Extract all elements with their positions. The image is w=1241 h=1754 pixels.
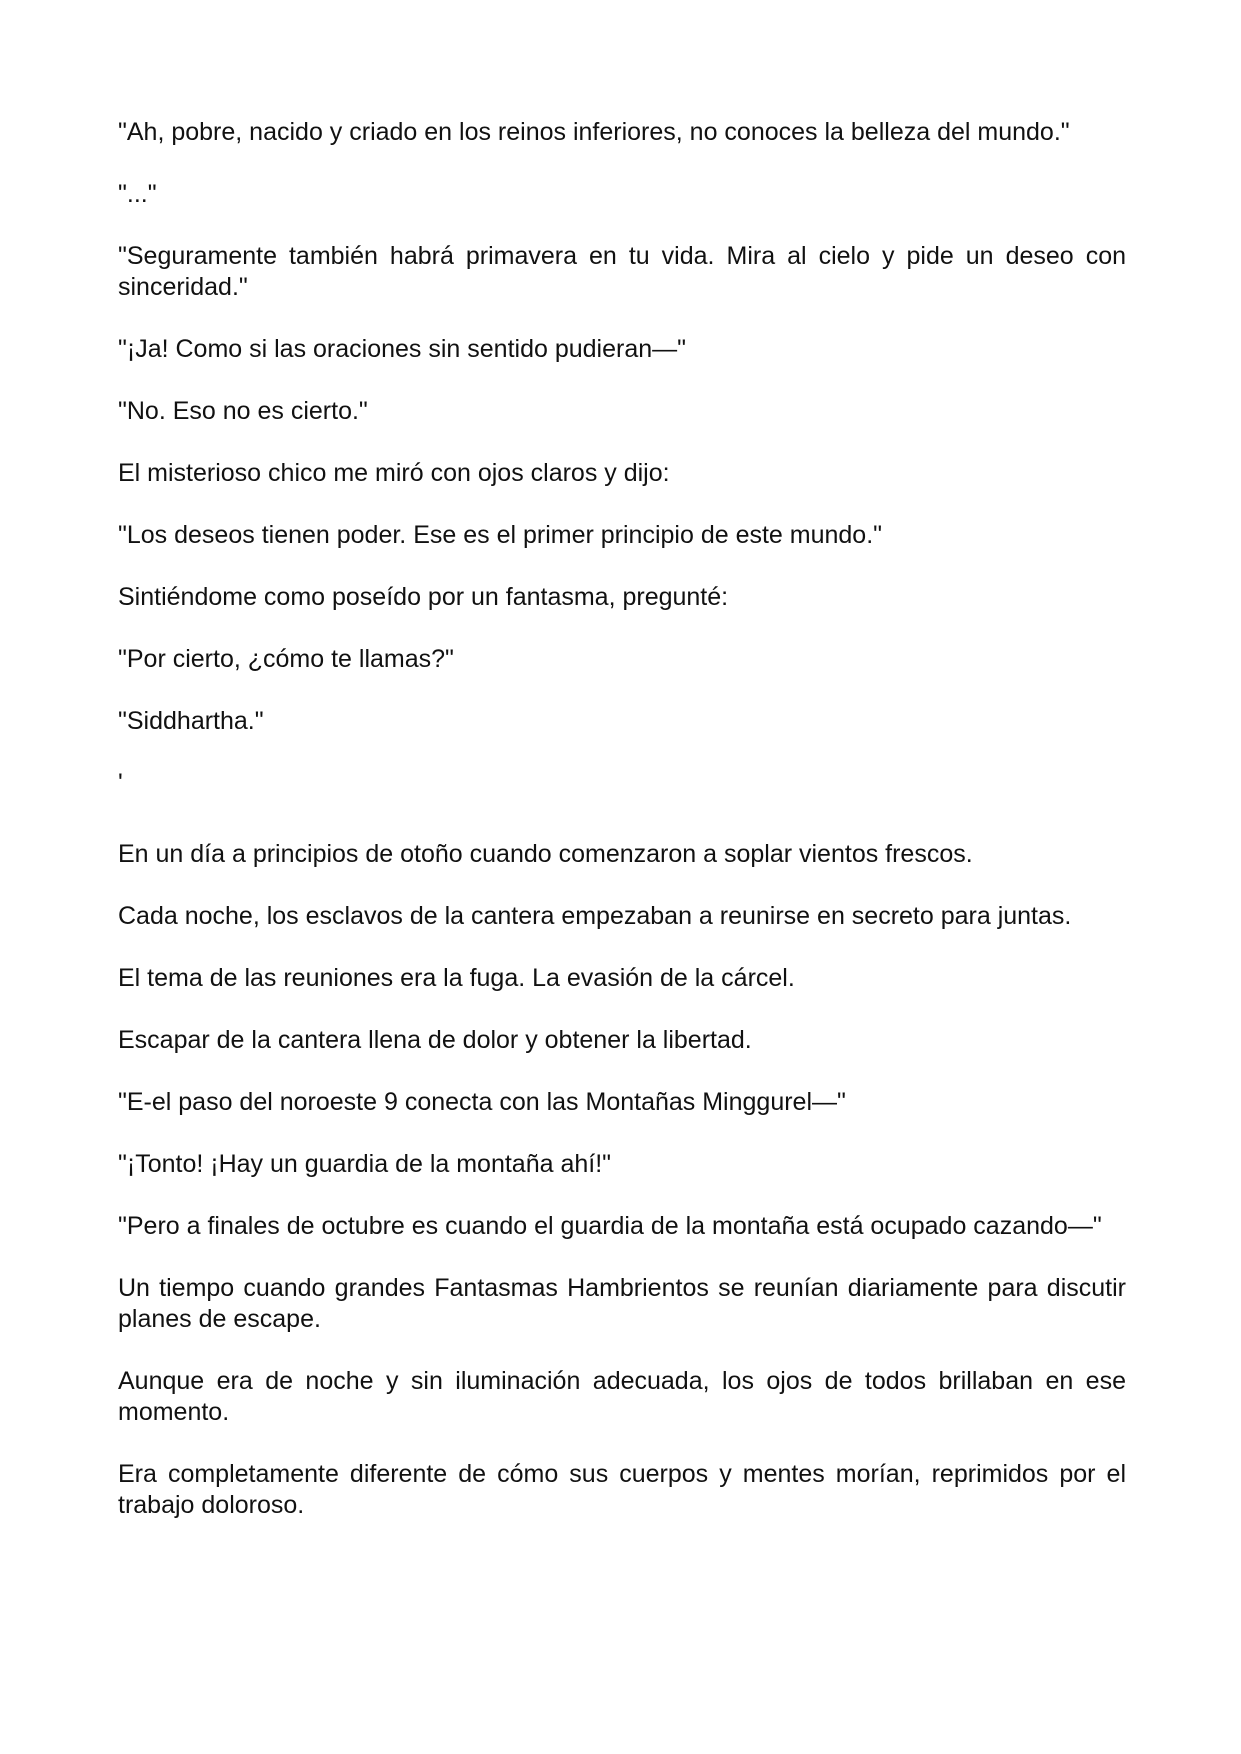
paragraph: Cada noche, los esclavos de la cantera empezaban a reunirse en secreto para juntas.: [118, 902, 1072, 930]
paragraph: Era completamente diferente de cómo sus cuerpos y mentes morían, reprimidos por el trabajo doloroso.: [118, 1460, 1126, 1519]
paragraph: "...": [118, 180, 157, 208]
paragraph: El tema de las reuniones era la fuga. La evasión de la cárcel.: [118, 964, 795, 992]
paragraph: Aunque era de noche y sin iluminación adecuada, los ojos de todos brillaban en ese momento.: [118, 1367, 1126, 1426]
paragraph: Escapar de la cantera llena de dolor y obtener la libertad.: [118, 1026, 752, 1054]
paragraph: "Los deseos tienen poder. Ese es el primer principio de este mundo.": [118, 521, 883, 549]
paragraph: "¡Tonto! ¡Hay un guardia de la montaña ahí!": [118, 1150, 612, 1178]
document-body: [118, 117, 1126, 1552]
paragraph: Sintiéndome como poseído por un fantasma, pregunté:: [118, 583, 729, 611]
paragraph: "Ah, pobre, nacido y criado en los reinos inferiores, no conoces la belleza del mundo.": [118, 118, 1070, 146]
paragraph: "Seguramente también habrá primavera en tu vida. Mira al cielo y pide un deseo con sinceridad.": [118, 242, 1126, 301]
paragraph: "E-el paso del noroeste 9 conecta con las Montañas Minggurel—": [118, 1088, 846, 1116]
paragraph: "Por cierto, ¿cómo te llamas?": [118, 645, 454, 673]
paragraph: Un tiempo cuando grandes Fantasmas Hambrientos se reunían diariamente para discutir planes de escape.: [118, 1274, 1126, 1333]
paragraph: El misterioso chico me miró con ojos claros y dijo:: [118, 459, 670, 487]
section-break-mark: ': [118, 769, 123, 797]
paragraph: "Siddhartha.": [118, 707, 264, 735]
paragraph: "No. Eso no es cierto.": [118, 397, 368, 425]
paragraph: En un día a principios de otoño cuando comenzaron a soplar vientos frescos.: [118, 840, 973, 868]
paragraph: "¡Ja! Como si las oraciones sin sentido pudieran—": [118, 335, 687, 363]
paragraph: "Pero a finales de octubre es cuando el guardia de la montaña está ocupado cazando—": [118, 1212, 1102, 1240]
